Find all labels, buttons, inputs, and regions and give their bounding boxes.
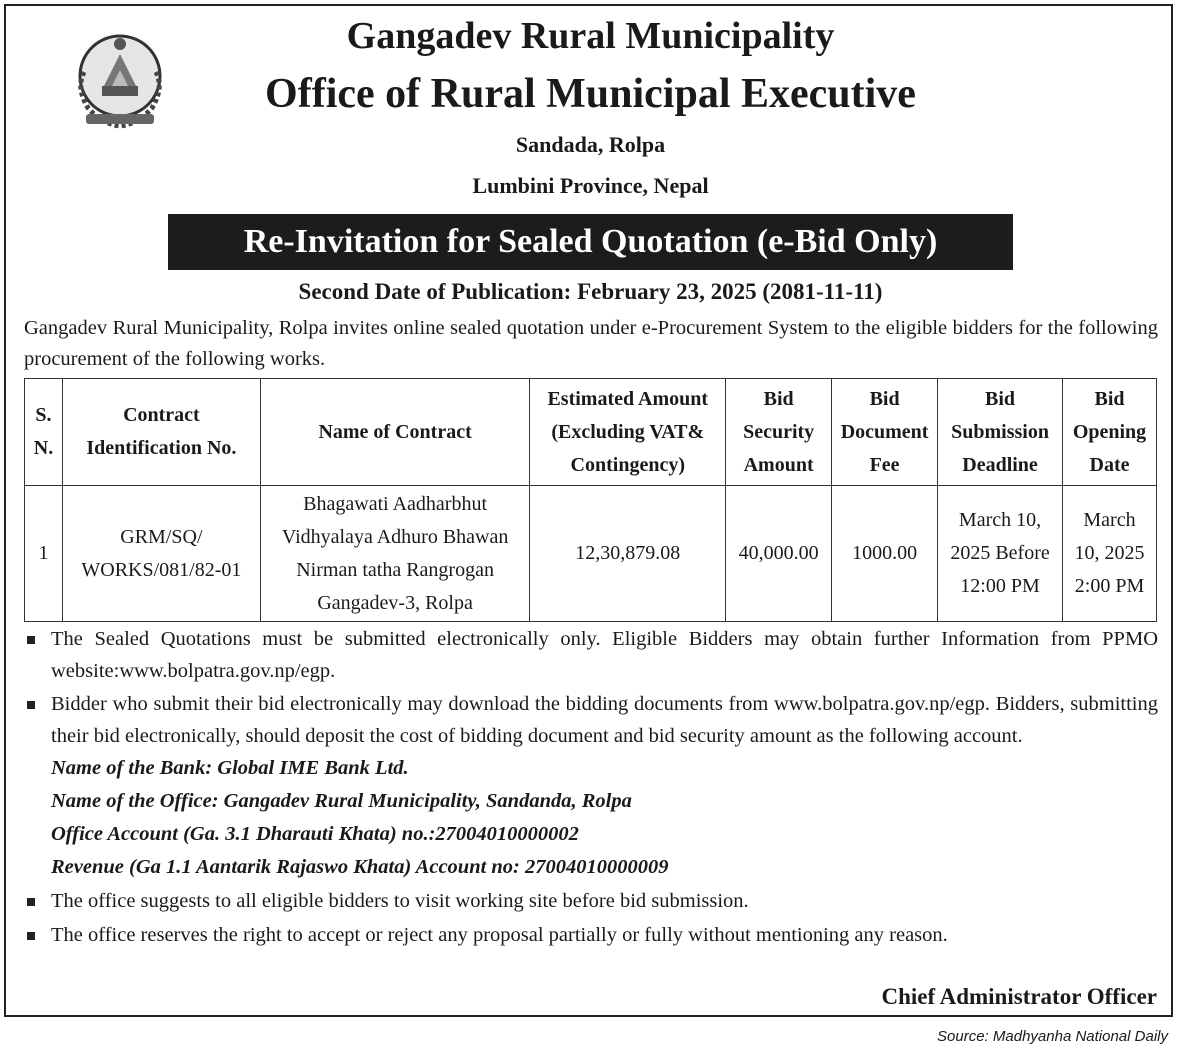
header-estimated-amount: Estimated Amount (Excluding VAT& Contingency) (530, 379, 726, 486)
note-text: The Sealed Quotations must be submitted electronically only. Eligible Bidders may obtain further Information from PPMO website:www.bolpatra.gov.np/egp. (51, 628, 1158, 682)
source-credit: Source: Madhyanha National Daily (937, 1028, 1168, 1045)
notes-section (24, 622, 1158, 951)
office-name: Office of Rural Municipal Executive (265, 71, 916, 117)
signatory: Chief Administrator Officer (881, 984, 1157, 1009)
table-row (25, 486, 1157, 622)
address-line-1: Sandada, Rolpa (515, 132, 666, 157)
intro-paragraph: Gangadev Rural Municipality, Rolpa invites online sealed quotation under e-Procurement System to the eligible bidders for the following procurement of the following works. (24, 317, 1158, 370)
address-line-2: Lumbini Province, Nepal (472, 173, 709, 198)
cell-sn: 1 (25, 486, 63, 622)
header-bid-security: Bid Security Amount (726, 379, 832, 486)
cell-document-fee: 1000.00 (832, 486, 938, 622)
header-contract-name: Name of Contract (260, 379, 530, 486)
revenue-account: Revenue (Ga 1.1 Aantarik Rajaswo Khata) Account no: 27004010000009 (51, 856, 669, 878)
table-header-row (25, 379, 1157, 486)
note-item (24, 886, 1158, 918)
office-account: Office Account (Ga. 3.1 Dharauti Khata) no.:27004010000002 (51, 823, 579, 845)
header-opening-date: Bid Opening Date (1063, 379, 1157, 486)
municipality-name: Gangadev Rural Municipality (346, 15, 835, 57)
publication-date: Second Date of Publication: February 23, 2025 (2081-11-11) (298, 279, 883, 304)
note-text: The office reserves the right to accept or reject any proposal partially or fully without mentioning any reason. (51, 923, 948, 946)
cell-estimated-amount: 12,30,879.08 (530, 486, 726, 622)
note-item (24, 624, 1158, 687)
bullet-icon (27, 898, 35, 906)
bullet-icon (27, 636, 35, 644)
note-text: Bidder who submit their bid electronically may download the bidding documents from www.bolpatra.gov.np/egp. Bidders, submitting their bid electronically, should deposit the cost of bidding document and bid security amount as the following account. (51, 693, 1158, 747)
bullet-icon (27, 932, 35, 940)
cell-bid-security: 40,000.00 (726, 486, 832, 622)
bank-office-name: Name of the Office: Gangadev Rural Municipality, Sandanda, Rolpa (51, 790, 632, 812)
note-item (24, 689, 1158, 752)
header-submission-deadline: Bid Submission Deadline (938, 379, 1063, 486)
note-text: The office suggests to all eligible bidders to visit working site before bid submission. (51, 890, 749, 912)
notice-title-banner: Re-Invitation for Sealed Quotation (e-Bid Only) (168, 214, 1013, 270)
cell-contract-id: GRM/SQ/ WORKS/081/82-01 (62, 486, 260, 622)
bank-name: Name of the Bank: Global IME Bank Ltd. (51, 757, 409, 779)
header-document-fee: Bid Document Fee (832, 379, 938, 486)
cell-submission-deadline: March 10, 2025 Before 12:00 PM (938, 486, 1063, 622)
bid-table (24, 378, 1157, 622)
cell-opening-date: March 10, 2025 2:00 PM (1063, 486, 1157, 622)
bullet-icon (27, 701, 35, 709)
header-contract-id: Contract Identification No. (62, 379, 260, 486)
note-item (24, 920, 1158, 952)
header-sn: S. N. (25, 379, 63, 486)
cell-contract-name: Bhagawati Aadharbhut Vidhyalaya Adhuro Bhawan Nirman tatha Rangrogan Gangadev-3, Rolpa (260, 486, 530, 622)
